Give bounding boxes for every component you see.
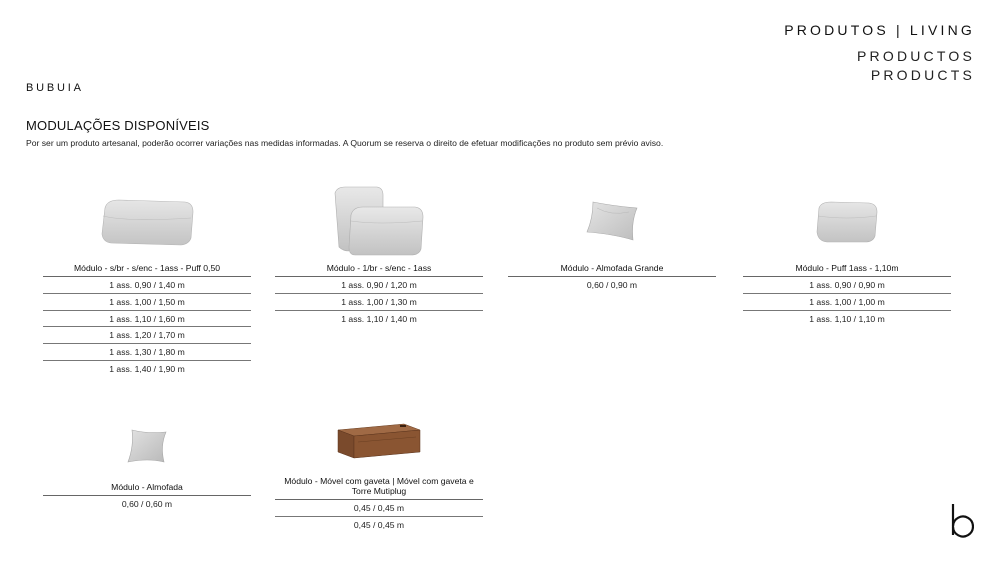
product-card (43, 410, 251, 513)
product-title: Módulo - 1/br - s/enc - 1ass (275, 263, 483, 277)
size-row: 1 ass. 1,00 / 1,30 m (275, 294, 483, 311)
size-row: 1 ass. 1,40 / 1,90 m (109, 363, 185, 374)
puff-square-image (743, 180, 951, 263)
size-row: 1 ass. 1,00 / 1,50 m (43, 294, 251, 311)
product-title: Módulo - Almofada (43, 482, 251, 496)
size-row: 1 ass. 1,10 / 1,60 m (43, 311, 251, 328)
size-row: 1 ass. 1,10 / 1,40 m (341, 313, 417, 324)
size-row: 1 ass. 1,10 / 1,10 m (809, 313, 885, 324)
size-row: 0,60 / 0,60 m (121, 499, 173, 509)
size-row: 1 ass. 0,90 / 0,90 m (743, 277, 951, 294)
size-row: 0,60 / 0,90 m (586, 280, 638, 290)
page-category-subtitles (857, 47, 975, 85)
product-title: Módulo - s/br - s/enc - 1ass - Puff 0,50 (43, 263, 251, 277)
large-cushion-image (508, 180, 716, 263)
product-card (43, 180, 251, 378)
small-cushion-image (43, 410, 251, 482)
subtitle-spanish: PRODUCTOS (857, 48, 975, 64)
size-row: 1 ass. 0,90 / 1,40 m (43, 277, 251, 294)
section-title: MODULAÇÕES DISPONÍVEIS (26, 118, 210, 133)
size-row: 1 ass. 1,30 / 1,80 m (43, 344, 251, 361)
product-title: Módulo - Puff 1ass - 1,10m (743, 263, 951, 277)
size-row: 0,45 / 0,45 m (275, 500, 483, 517)
size-row: 0,45 / 0,45 m (353, 519, 405, 530)
page-category-title: PRODUTOS | LIVING (784, 22, 975, 38)
section-description: Por ser um produto artesanal, poderão ocorrer variações nas medidas informadas. A Quorum se reserva o direito de efetuar modificações no produto sem prévio aviso. (26, 138, 664, 148)
product-title: Módulo - Móvel com gaveta | Móvel com gaveta e Torre Mutiplug (275, 474, 483, 500)
product-card (275, 410, 483, 534)
size-row: 1 ass. 1,20 / 1,70 m (43, 327, 251, 344)
brand-logo-icon (950, 501, 974, 541)
ottoman-rectangle-image (43, 180, 251, 263)
collection-name: BUBUIA (26, 82, 84, 94)
product-card (743, 180, 951, 327)
size-row: 1 ass. 1,00 / 1,00 m (743, 294, 951, 311)
subtitle-english: PRODUCTS (870, 67, 975, 83)
chaise-one-arm-image (275, 180, 483, 263)
product-card (508, 180, 716, 294)
product-card (275, 180, 483, 327)
product-title: Módulo - Almofada Grande (508, 263, 716, 277)
wood-drawer-cabinet-image (275, 410, 483, 474)
size-row: 1 ass. 0,90 / 1,20 m (275, 277, 483, 294)
